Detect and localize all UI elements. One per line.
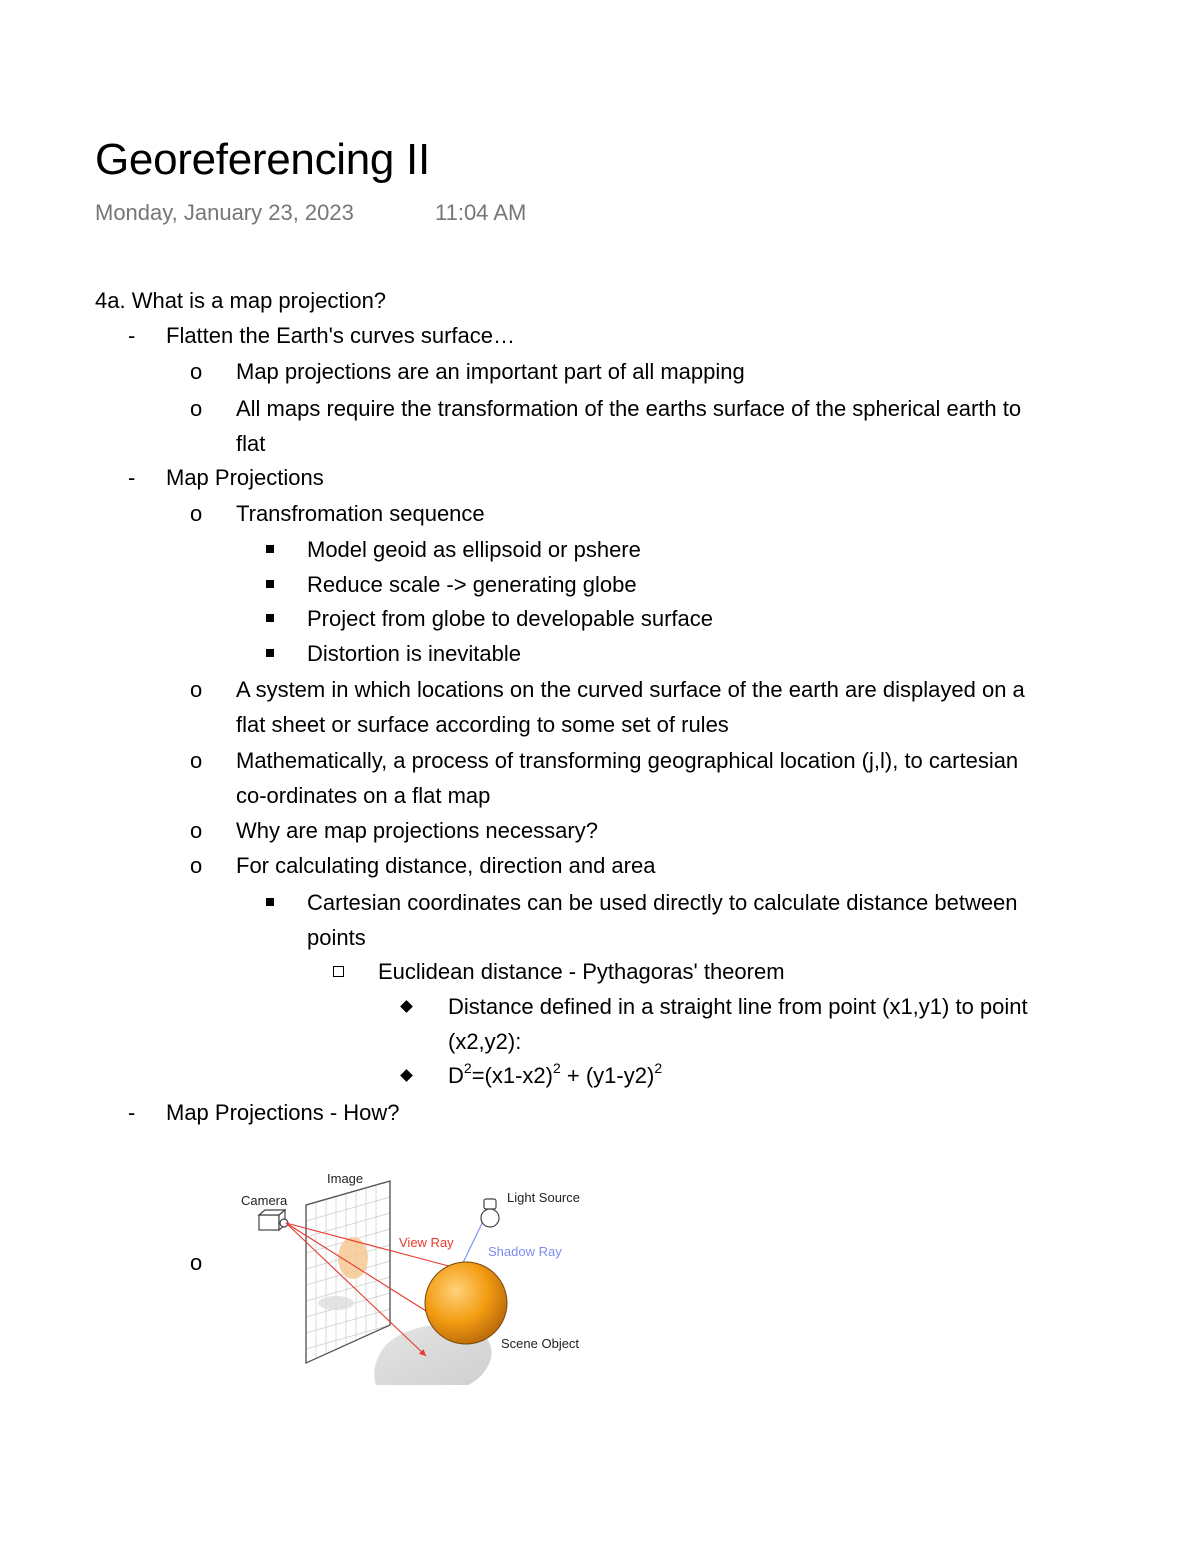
ray-tracing-diagram [228, 1163, 608, 1388]
list-item: For calculating distance, direction and area [236, 853, 656, 878]
square-bullet [266, 885, 274, 920]
list-item: Distance defined in a straight line from point (x1,y1) to point [448, 994, 1028, 1019]
square-bullet [266, 636, 274, 671]
formula-exponent: 2 [463, 1059, 472, 1076]
formula-exponent: 2 [654, 1059, 663, 1076]
page-title: Georeferencing II [95, 135, 430, 184]
camera-icon [259, 1210, 288, 1230]
formula-exponent: 2 [552, 1059, 561, 1076]
list-item-continuation: points [307, 925, 366, 950]
label-view-ray: View Ray [399, 1235, 454, 1250]
list-item: Map Projections [166, 465, 324, 490]
formula-term-2: + (y1-y2) [560, 1063, 655, 1088]
list-item: Mathematically, a process of transforming geographical location (j,l), to cartesian [236, 748, 1019, 773]
list-item: Map Projections - How? [166, 1100, 400, 1125]
square-bullet [266, 567, 274, 602]
diamond-bullet [402, 989, 411, 1024]
list-item: Map projections are an important part of all mapping [236, 359, 745, 384]
distance-formula [448, 1058, 662, 1093]
image-plane [306, 1181, 390, 1363]
label-shadow-ray: Shadow Ray [488, 1244, 562, 1259]
dash-bullet: - [128, 323, 136, 348]
list-item-continuation: (x2,y2): [448, 1029, 522, 1054]
circle-bullet: o [190, 748, 203, 773]
note-date: Monday, January 23, 2023 [95, 200, 354, 225]
list-item-continuation: flat [236, 431, 266, 456]
dash-bullet: - [128, 1100, 136, 1125]
list-item: Distortion is inevitable [307, 641, 521, 666]
list-item: Why are map projections necessary? [236, 818, 598, 843]
formula-term-1: =(x1-x2) [471, 1063, 553, 1088]
square-bullet [266, 601, 274, 636]
label-image: Image [327, 1171, 364, 1186]
scene-sphere [425, 1262, 507, 1344]
dash-bullet: - [128, 465, 136, 490]
list-item: Transfromation sequence [236, 501, 485, 526]
list-item: A system in which locations on the curved surface of the earth are displayed on a [236, 677, 1025, 702]
light-bulb-icon [481, 1199, 499, 1227]
list-item-continuation: co-ordinates on a flat map [236, 783, 491, 808]
list-item: Reduce scale -> generating globe [307, 572, 637, 597]
note-time: 11:04 AM [435, 200, 527, 225]
circle-bullet: o [190, 359, 203, 384]
circle-bullet: o [190, 1250, 203, 1275]
circle-bullet: o [190, 501, 203, 526]
list-item: Cartesian coordinates can be used directly to calculate distance between [307, 890, 1018, 915]
label-camera: Camera [241, 1193, 288, 1208]
list-item-continuation: flat sheet or surface according to some set of rules [236, 712, 729, 737]
label-scene-object: Scene Object [501, 1336, 580, 1351]
list-item: Model geoid as ellipsoid or pshere [307, 537, 641, 562]
circle-bullet: o [190, 853, 203, 878]
square-bullet [266, 532, 274, 567]
label-light-source: Light Source [507, 1190, 580, 1205]
diamond-bullet [402, 1058, 411, 1093]
circle-bullet: o [190, 396, 203, 421]
section-heading: 4a. What is a map projection? [95, 288, 387, 313]
list-item: Flatten the Earth's curves surface… [166, 323, 516, 348]
circle-bullet: o [190, 677, 203, 702]
hollow-square-bullet [333, 954, 344, 989]
list-item: Project from globe to developable surface [307, 606, 714, 631]
formula-d: D [448, 1063, 464, 1088]
list-item: All maps require the transformation of the earths surface of the spherical earth to [236, 396, 1022, 421]
list-item: Euclidean distance - Pythagoras' theorem [378, 959, 785, 984]
circle-bullet: o [190, 818, 203, 843]
